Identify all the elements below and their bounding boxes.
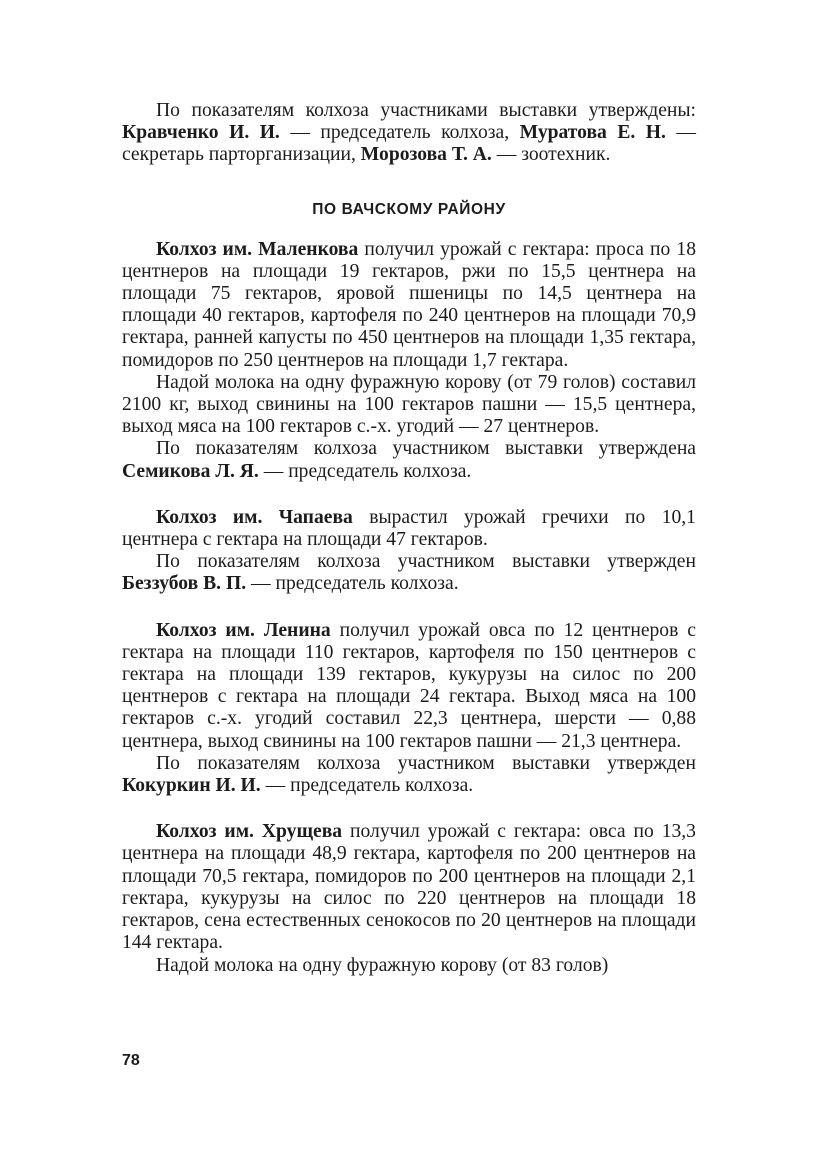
text-run: По показателям колхоза участниками выставки утверждены: xyxy=(156,100,696,121)
text-run: — секретарь парторганизации, xyxy=(122,122,696,166)
text-run: получил урожай с гектара: овса по 13,3 центнера на площади 48,9 гектара, картофеля по 200 центнеров на площади 70,5 гектара, помидоров по 200 центнеров на площади 2,1 гектара, кукурузы на силос по 220 центнеров на площади 18 гектаров, сена естественных сенокосов по 20 центнеров на площади 144 гектара. xyxy=(122,821,696,954)
lenin-paragraph-1 xyxy=(122,620,696,753)
text-run: По показателям колхоза участником выставки утвержден xyxy=(156,551,696,573)
text-run: получил урожай с гектара: проса по 18 центнеров на площади 19 гектаров, ржи по 15,5 центнера на площади 75 гектаров, яровой пшеницы по 14,5 центнера на площади 40 гектаров, картофеля по 240 центнеров на площади 70,9 гектара, ранней капусты по 450 центнеров на площади 1,35 гектара, помидоров по 250 центнеров на площади 1,7 гектара. xyxy=(122,238,696,371)
person-name: Кокуркин И. И. xyxy=(122,775,261,797)
text-run: вырастил урожай гречихи по 10,1 центнера с гектара на площади 47 гектаров. xyxy=(122,506,696,551)
text-run: — председатель колхоза, xyxy=(279,122,520,144)
chapaev-paragraph-2 xyxy=(122,551,696,595)
malenkov-paragraph-3 xyxy=(122,438,696,482)
person-name: Морозова Т. А. xyxy=(360,144,492,166)
intro-paragraph xyxy=(122,100,696,167)
text-run: По показателям колхоза участником выставки утверждена xyxy=(156,438,696,460)
text-run: По показателям колхоза участником выставки утвержден xyxy=(156,752,696,774)
person-name: Муратова Е. Н. xyxy=(519,122,666,144)
text-run: — председатель колхоза. xyxy=(246,573,459,595)
text-run: получил урожай овса по 12 центнеров с гектара на площади 110 гектаров, картофеля по 150 центнеров с гектара на площади 139 гектаров, кукурузы на силос по 200 центнеров с гектара на площади 24 гектара. Выход мяса на 100 гектаров с.-х. угодий составил 22,3 центнера, шерсти — 0,88 центнера, выход свинины на 100 гектаров пашни — 21,3 центнера. xyxy=(122,619,696,752)
kolkhoz-name: Колхоз им. Чапаева xyxy=(156,506,353,528)
page-number: 78 xyxy=(122,1052,140,1069)
khrushchev-paragraph-1 xyxy=(122,821,696,954)
chapaev-paragraph-1 xyxy=(122,507,696,551)
person-name: Семикова Л. Я. xyxy=(122,460,259,482)
kolkhoz-name: Колхоз им. Хрущева xyxy=(156,821,343,843)
page-body xyxy=(122,100,696,977)
section-heading: ПО ВАЧСКОМУ РАЙОНУ xyxy=(312,200,506,218)
text-run: — председатель колхоза. xyxy=(260,775,474,797)
khrushchev-paragraph-2: Надой молока на одну фуражную корову (от 83 голов) xyxy=(156,954,609,976)
malenkov-paragraph-2: Надой молока на одну фуражную корову (от 79 голов) составил 2100 кг, выход свинины на 100 гектаров пашни — 15,5 центнера, выход мяса на 100 гектаров с.-х. угодий — 27 центнеров. xyxy=(122,371,696,438)
kolkhoz-name: Колхоз им. Маленкова xyxy=(156,238,359,260)
lenin-paragraph-2 xyxy=(122,753,696,797)
kolkhoz-name: Колхоз им. Ленина xyxy=(156,619,331,641)
malenkov-paragraph-1 xyxy=(122,239,696,372)
person-name: Беззубов В. П. xyxy=(122,573,247,595)
text-run: — председатель колхоза. xyxy=(258,460,472,482)
text-run: — зоотехник. xyxy=(491,144,611,166)
person-name: Кравченко И. И. xyxy=(122,122,280,144)
